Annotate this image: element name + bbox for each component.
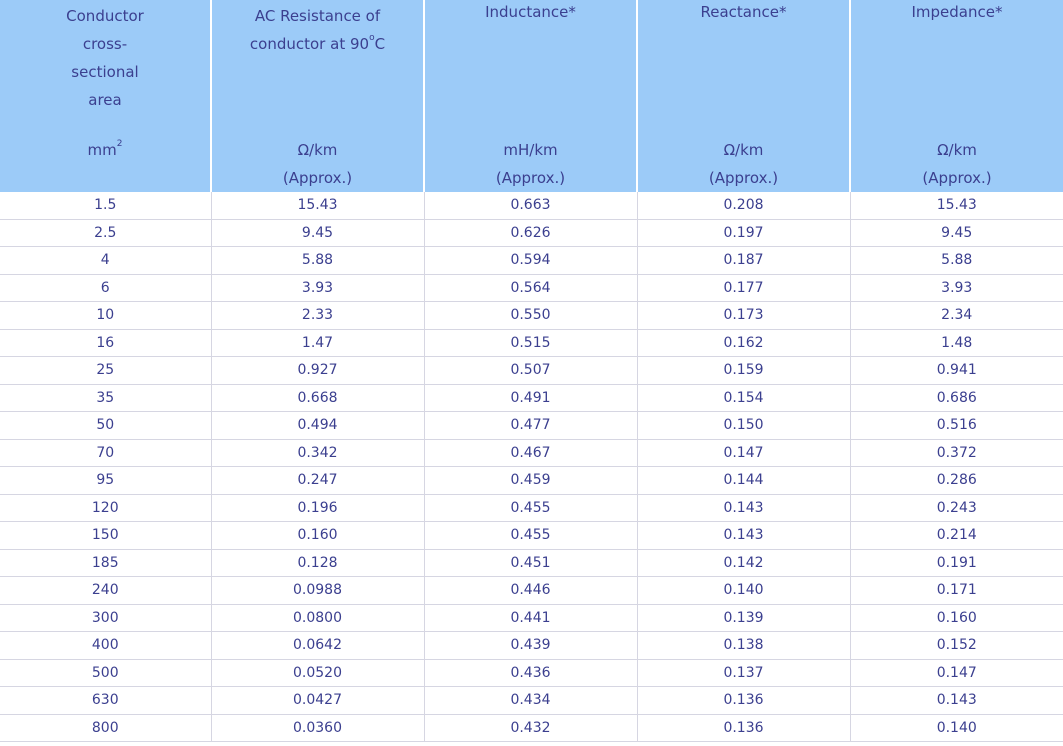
- cell-ac-resistance: 0.668: [211, 384, 424, 412]
- header-text: Conductor: [66, 7, 144, 25]
- header-unit: $mm^2$: [87, 139, 123, 159]
- cell-impedance: 0.941: [850, 357, 1063, 385]
- header-text: cross-: [82, 35, 128, 53]
- header-text: Reactance*: [700, 3, 787, 21]
- cell-impedance: 5.88: [850, 247, 1063, 275]
- cell-area: 10: [0, 302, 211, 330]
- cell-impedance: 2.34: [850, 302, 1063, 330]
- cell-area: 2.5: [0, 219, 211, 247]
- cell-ac-resistance: 0.927: [211, 357, 424, 385]
- table-row: [0, 714, 1063, 742]
- cell-reactance: 0.177: [637, 274, 850, 302]
- cell-ac-resistance: 3.93: [211, 274, 424, 302]
- cell-impedance: 0.191: [850, 549, 1063, 577]
- cell-area: 800: [0, 714, 211, 742]
- cell-area: 50: [0, 412, 211, 440]
- header-conductor-area: [0, 0, 211, 192]
- cell-reactance: 0.136: [637, 714, 850, 742]
- table-row: [0, 247, 1063, 275]
- header-text: Impedance*: [911, 3, 1003, 21]
- table-body: [0, 192, 1063, 742]
- cell-impedance: 0.286: [850, 467, 1063, 495]
- cell-inductance: 0.439: [424, 632, 637, 660]
- cell-ac-resistance: 9.45: [211, 219, 424, 247]
- table-row: [0, 412, 1063, 440]
- header-text: AC Resistance of: [254, 7, 381, 25]
- cell-reactance: 0.150: [637, 412, 850, 440]
- table-row: [0, 357, 1063, 385]
- table-row: [0, 384, 1063, 412]
- cell-inductance: 0.459: [424, 467, 637, 495]
- cell-inductance: 0.436: [424, 659, 637, 687]
- table-row: [0, 577, 1063, 605]
- cell-inductance: 0.550: [424, 302, 637, 330]
- cell-area: 185: [0, 549, 211, 577]
- table-row: [0, 192, 1063, 219]
- header-reactance: [637, 0, 850, 192]
- cell-reactance: 0.143: [637, 494, 850, 522]
- table-row: [0, 549, 1063, 577]
- header-approx: (Approx.): [708, 169, 779, 187]
- table-row: [0, 604, 1063, 632]
- cell-inductance: 0.663: [424, 192, 637, 219]
- cell-area: 150: [0, 522, 211, 550]
- table-row: [0, 522, 1063, 550]
- cell-ac-resistance: 0.0427: [211, 687, 424, 715]
- cell-inductance: 0.467: [424, 439, 637, 467]
- cell-reactance: 0.197: [637, 219, 850, 247]
- cell-reactance: 0.162: [637, 329, 850, 357]
- header-text: sectional: [71, 63, 139, 81]
- cell-reactance: 0.142: [637, 549, 850, 577]
- cell-inductance: 0.477: [424, 412, 637, 440]
- table-row: [0, 219, 1063, 247]
- header-impedance: [850, 0, 1063, 192]
- table-row: [0, 302, 1063, 330]
- cell-area: 500: [0, 659, 211, 687]
- cell-reactance: 0.144: [637, 467, 850, 495]
- cell-ac-resistance: 0.0360: [211, 714, 424, 742]
- cell-ac-resistance: 0.0520: [211, 659, 424, 687]
- cell-ac-resistance: 0.247: [211, 467, 424, 495]
- header-ac-resistance: [211, 0, 424, 192]
- cell-area: 240: [0, 577, 211, 605]
- cell-area: 630: [0, 687, 211, 715]
- cell-impedance: 0.160: [850, 604, 1063, 632]
- cell-reactance: 0.139: [637, 604, 850, 632]
- table-header: [0, 0, 1063, 192]
- cell-inductance: 0.594: [424, 247, 637, 275]
- table-row: [0, 329, 1063, 357]
- cell-reactance: 0.208: [637, 192, 850, 219]
- cell-ac-resistance: 2.33: [211, 302, 424, 330]
- table-row: [0, 632, 1063, 660]
- header-approx: (Approx.): [922, 169, 992, 187]
- cell-ac-resistance: 0.0988: [211, 577, 424, 605]
- cell-reactance: 0.138: [637, 632, 850, 660]
- cell-ac-resistance: 0.494: [211, 412, 424, 440]
- cell-ac-resistance: 0.128: [211, 549, 424, 577]
- table-row: [0, 687, 1063, 715]
- cell-inductance: 0.432: [424, 714, 637, 742]
- header-unit: Ω/km: [297, 141, 338, 159]
- cell-area: 70: [0, 439, 211, 467]
- cell-reactance: 0.154: [637, 384, 850, 412]
- header-inductance: [424, 0, 637, 192]
- cell-reactance: 0.137: [637, 659, 850, 687]
- cell-area: 6: [0, 274, 211, 302]
- cell-area: 4: [0, 247, 211, 275]
- cell-ac-resistance: 1.47: [211, 329, 424, 357]
- cell-impedance: 1.48: [850, 329, 1063, 357]
- table-row: [0, 467, 1063, 495]
- cell-impedance: 0.516: [850, 412, 1063, 440]
- cell-impedance: 3.93: [850, 274, 1063, 302]
- cell-impedance: 0.372: [850, 439, 1063, 467]
- cell-reactance: 0.159: [637, 357, 850, 385]
- cell-area: 35: [0, 384, 211, 412]
- cell-inductance: 0.446: [424, 577, 637, 605]
- cell-reactance: 0.136: [637, 687, 850, 715]
- cell-inductance: 0.626: [424, 219, 637, 247]
- cell-reactance: 0.173: [637, 302, 850, 330]
- cell-area: 120: [0, 494, 211, 522]
- cell-inductance: 0.451: [424, 549, 637, 577]
- table-row: [0, 494, 1063, 522]
- cell-ac-resistance: 15.43: [211, 192, 424, 219]
- cell-impedance: 0.243: [850, 494, 1063, 522]
- cell-ac-resistance: 0.0642: [211, 632, 424, 660]
- cell-impedance: 0.143: [850, 687, 1063, 715]
- cell-reactance: 0.147: [637, 439, 850, 467]
- cell-area: 400: [0, 632, 211, 660]
- cell-ac-resistance: 5.88: [211, 247, 424, 275]
- cell-reactance: 0.140: [637, 577, 850, 605]
- cell-area: 25: [0, 357, 211, 385]
- cell-ac-resistance: 0.160: [211, 522, 424, 550]
- cell-impedance: 0.171: [850, 577, 1063, 605]
- cell-ac-resistance: 0.0800: [211, 604, 424, 632]
- cell-inductance: 0.455: [424, 494, 637, 522]
- header-unit: mH/km: [503, 141, 558, 159]
- table-row: [0, 659, 1063, 687]
- header-text: conductor at 90$^o$C: [249, 33, 386, 53]
- header-text: area: [88, 91, 122, 109]
- cell-impedance: 0.147: [850, 659, 1063, 687]
- cell-inductance: 0.507: [424, 357, 637, 385]
- cell-area: 1.5: [0, 192, 211, 219]
- cell-area: 300: [0, 604, 211, 632]
- cell-area: 16: [0, 329, 211, 357]
- cell-reactance: 0.143: [637, 522, 850, 550]
- header-unit: Ω/km: [937, 141, 977, 159]
- cell-reactance: 0.187: [637, 247, 850, 275]
- header-text: Inductance*: [485, 3, 576, 21]
- cell-area: 95: [0, 467, 211, 495]
- header-approx: (Approx.): [495, 169, 566, 187]
- cell-inductance: 0.441: [424, 604, 637, 632]
- cell-inductance: 0.434: [424, 687, 637, 715]
- cell-impedance: 9.45: [850, 219, 1063, 247]
- cell-impedance: 0.686: [850, 384, 1063, 412]
- cell-inductance: 0.491: [424, 384, 637, 412]
- cell-ac-resistance: 0.196: [211, 494, 424, 522]
- table-row: [0, 439, 1063, 467]
- table-row: [0, 274, 1063, 302]
- header-unit: Ω/km: [723, 141, 764, 159]
- cell-inductance: 0.564: [424, 274, 637, 302]
- cell-impedance: 0.140: [850, 714, 1063, 742]
- cell-ac-resistance: 0.342: [211, 439, 424, 467]
- cell-impedance: 0.214: [850, 522, 1063, 550]
- cell-inductance: 0.455: [424, 522, 637, 550]
- cell-impedance: 15.43: [850, 192, 1063, 219]
- cell-inductance: 0.515: [424, 329, 637, 357]
- cell-impedance: 0.152: [850, 632, 1063, 660]
- header-approx: (Approx.): [282, 169, 353, 187]
